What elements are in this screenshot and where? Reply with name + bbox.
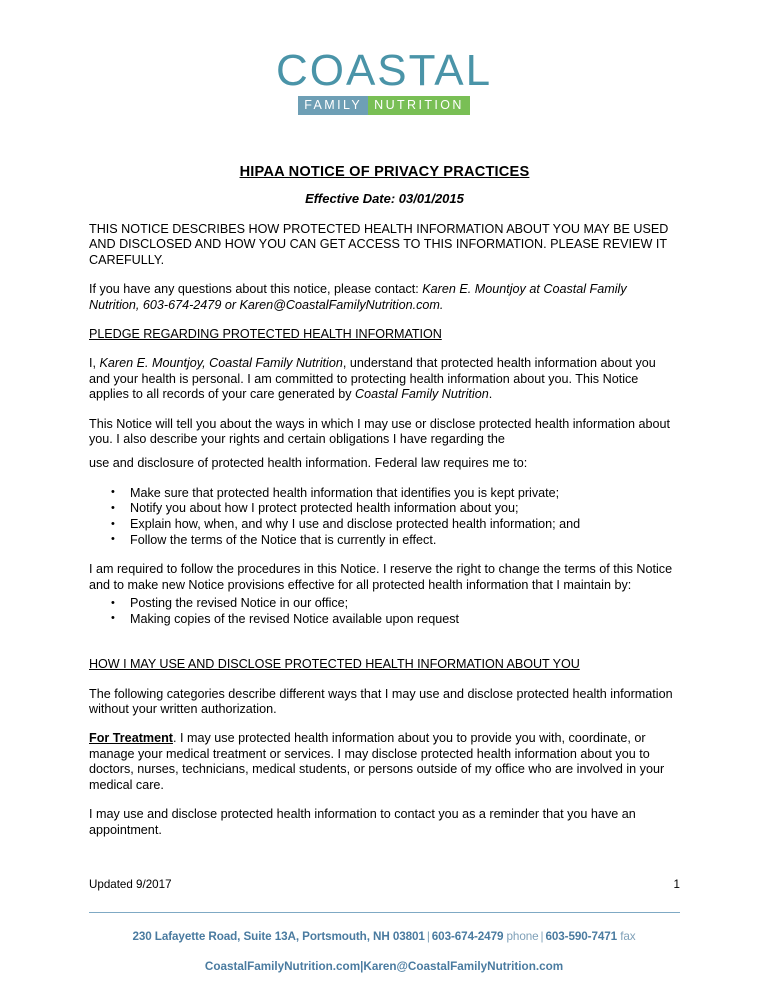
footer-fax-label: fax [620,930,636,943]
footer-phone-number: 603-674-2479 [431,930,504,943]
contact-paragraph [89,282,680,313]
pledge-practice-name: Coastal Family Nutrition [355,387,489,402]
page-footer-meta [89,878,680,892]
for-treatment-body: . I may use protected health information about you to provide you with, coordinate, or manage your medical treatment or services. I may disclose protected health information about you to doctors, nurses, technicians, medical students, or persons outside of my office who are involved in your medical care. [89,731,665,792]
footer-email-link[interactable]: Karen@CoastalFamilyNutrition.com [363,960,564,973]
footer-fax-number: 603-590-7471 [545,930,618,943]
company-logo [0,48,768,115]
footer-address: 230 Lafayette Road, Suite 13A, Portsmouth, NH 03801 [132,930,425,943]
list-item: • Follow the terms of the Notice that is currently in effect. [89,533,680,549]
footer-separator-3: | [360,960,364,973]
list-item: • Posting the revised Notice in our office; [89,596,680,612]
for-treatment-paragraph [89,731,680,793]
categories-paragraph: The following categories describe different ways that I may use and disclose protected health information without your written authorization. [89,686,673,717]
footer-phone-label: phone [506,930,539,943]
list-item: • Make sure that protected health information that identifies you is kept private; [89,486,680,502]
notice-caps-paragraph: THIS NOTICE DESCRIBES HOW PROTECTED HEALTH INFORMATION ABOUT YOU MAY BE USED AND DISCLOSED AND HOW YOU CAN GET ACCESS TO THIS INFORMATION. PLEASE REVIEW IT CAREFULLY. [89,222,669,267]
updated-date: Updated 9/2017 [89,878,172,891]
section-heading-pledge: PLEDGE REGARDING PROTECTED HEALTH INFORMATION [89,327,442,342]
pledge-end: . [488,387,493,402]
for-treatment-label: For Treatment [89,731,173,746]
procedures-paragraph: I am required to follow the procedures in this Notice. I reserve the right to change the terms of this Notice and to make new Notice provisions effective for all protected health information that I maintain by: [89,562,673,592]
effective-date: Effective Date: 03/01/2015 [305,191,464,206]
logo-band-nutrition: NUTRITION [368,96,470,115]
list-item: • Explain how, when, and why I use and disclose protected health information; and [89,517,680,533]
section-heading-use-disclose: HOW I MAY USE AND DISCLOSE PROTECTED HEALTH INFORMATION ABOUT YOU [89,657,580,672]
contact-intro-text: If you have any questions about this notice, please contact: [89,282,423,297]
logo-band-family: FAMILY [298,96,368,115]
pledge-middle: , understand that protected health information about you and your health is personal. I am committed to protecting health information about you. This Notice applies to all records of your care generated by [89,356,656,402]
footer-divider [89,912,680,913]
notice-paragraph-part-a: This Notice will tell you about the ways in which I may use or disclose protected health information about you. I also describe your rights and certain obligations I have regarding the [89,416,671,447]
federal-law-bullet-list [89,486,680,548]
footer-website-link[interactable]: CoastalFamilyNutrition.com [204,960,361,973]
footer-web-line [0,959,768,975]
footer-contact-line [0,929,768,945]
logo-wordmark: COASTAL [275,46,493,95]
document-body [89,163,680,852]
revised-notice-bullet-list [89,596,680,627]
pledge-paragraph [89,356,680,402]
appointment-reminder-paragraph: I may use and disclose protected health information to contact you as a reminder that you have an appointment. [89,807,636,837]
pledge-lead: I, [89,356,100,371]
footer-separator-2: | [540,930,544,943]
contact-details-text: Karen E. Mountjoy at Coastal Family Nutrition, 603-674-2479 or Karen@CoastalFamilyNutrition.com. [89,282,627,312]
logo-tagline-bands [298,96,470,115]
pledge-provider-name: Karen E. Mountjoy, Coastal Family Nutrition [99,356,343,371]
page-number: 1 [673,878,680,891]
page-title: HIPAA NOTICE OF PRIVACY PRACTICES [239,164,530,180]
footer-separator-1: | [426,930,430,943]
notice-paragraph-part-b: use and disclosure of protected health information. Federal law requires me to: [89,456,528,471]
list-item: • Notify you about how I protect protected health information about you; [89,501,680,517]
list-item: • Making copies of the revised Notice available upon request [89,612,680,628]
